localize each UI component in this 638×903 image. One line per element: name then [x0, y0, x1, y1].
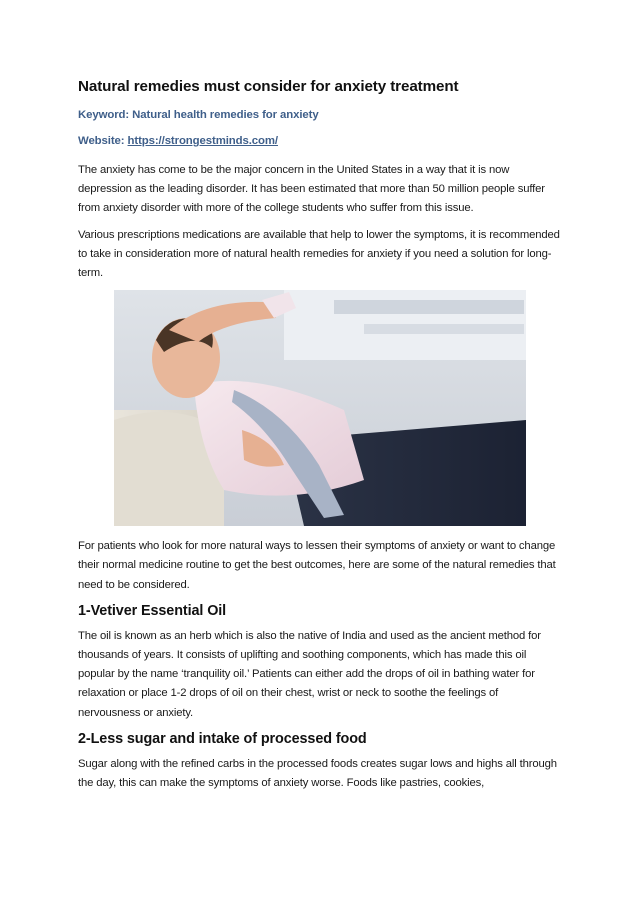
- website-prefix: Website:: [78, 135, 128, 147]
- paragraph-natural-ways: For patients who look for more natural ways to lessen their symptoms of anxiety or want to change their normal medicine routine to get the best outcomes, here are some of the natural remedies that need to be considered.: [78, 540, 556, 591]
- paragraph-vetiver: The oil is known as an herb which is also the native of India and used as the ancient method for thousands of years. It consists of uplifting and soothing components, which has made this oil popular by the name ‘tranquility oil.’ Patients can either add the drops of oil in bathing water for relaxation or place 1-2 drops of oil on their chest, wrist or neck to soothe the feelings of nervousness or anxiety.: [78, 629, 541, 719]
- stressed-man-photo: [114, 290, 526, 526]
- paragraph-intro: The anxiety has come to be the major concern in the United States in a way that it is now depression as the leading disorder. It has been estimated that more than 50 million people suffer from anxiety disorder with more of the college students who suffer from this issue.: [78, 164, 545, 215]
- photo-illustration: [114, 290, 526, 526]
- document-page: [78, 78, 562, 800]
- keyword-line: Keyword: Natural health remedies for anxiety: [78, 109, 319, 121]
- paragraph-sugar: Sugar along with the refined carbs in the processed foods creates sugar lows and highs all through the day, this can make the symptoms of anxiety worse. Foods like pastries, cookies,: [78, 757, 557, 790]
- section-heading-sugar: 2-Less sugar and intake of processed food: [78, 730, 367, 747]
- paragraph-medications: Various prescriptions medications are available that help to lower the symptoms, it is recommended to take in consideration more of natural health remedies for anxiety if you need a solution for long-term.: [78, 228, 560, 280]
- section-heading-vetiver: 1-Vetiver Essential Oil: [78, 602, 227, 619]
- document-title: Natural remedies must consider for anxiety treatment: [78, 78, 459, 95]
- website-link[interactable]: https://strongestminds.com/: [127, 135, 278, 147]
- website-line: [78, 135, 562, 147]
